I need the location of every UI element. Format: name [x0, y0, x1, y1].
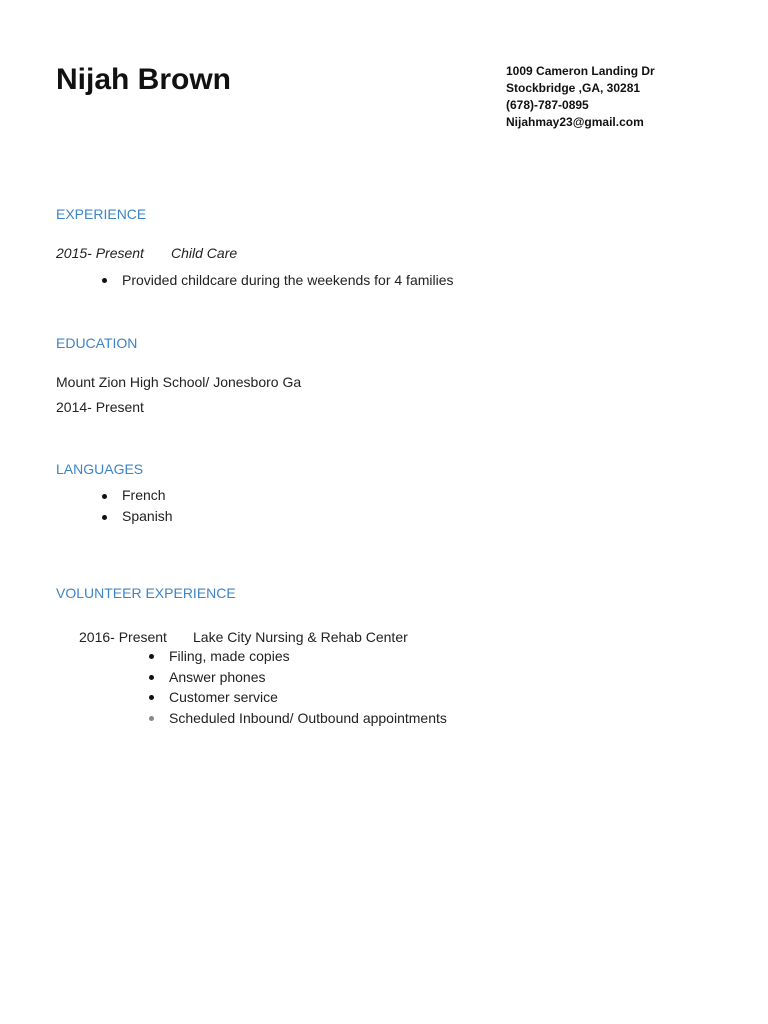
languages-list — [102, 485, 173, 527]
resume-name: Nijah Brown — [56, 63, 232, 96]
list-item: Filing, made copies — [149, 646, 447, 667]
experience-entry-title: Child Care — [171, 245, 238, 261]
list-item: Provided childcare during the weekends for 4 families — [102, 271, 454, 289]
volunteer-bullet-list — [149, 646, 447, 728]
education-heading: EDUCATION — [56, 335, 138, 351]
address-line-2: Stockbridge ,GA, 30281 — [506, 81, 641, 95]
phone-number: (678)-787-0895 — [506, 98, 589, 112]
volunteer-entry-dates: 2016- Present — [79, 629, 167, 645]
list-item: Answer phones — [149, 667, 447, 688]
contact-block — [506, 63, 655, 131]
education-school: Mount Zion High School/ Jonesboro Ga — [56, 374, 302, 390]
list-item: Scheduled Inbound/ Outbound appointments — [149, 708, 447, 729]
languages-heading: LANGUAGES — [56, 461, 144, 477]
education-dates: 2014- Present — [56, 399, 144, 415]
language-item-french: French — [102, 485, 173, 506]
email-address: Nijahmay23@gmail.com — [506, 115, 644, 129]
experience-heading: EXPERIENCE — [56, 206, 147, 222]
language-item-spanish: Spanish — [102, 506, 173, 527]
volunteer-entry-organization: Lake City Nursing & Rehab Center — [193, 629, 408, 645]
experience-bullet-list — [102, 271, 454, 289]
address-line-1: 1009 Cameron Landing Dr — [506, 64, 655, 78]
experience-entry-dates: 2015- Present — [56, 245, 144, 261]
volunteer-heading: VOLUNTEER EXPERIENCE — [56, 585, 236, 601]
list-item: Customer service — [149, 687, 447, 708]
